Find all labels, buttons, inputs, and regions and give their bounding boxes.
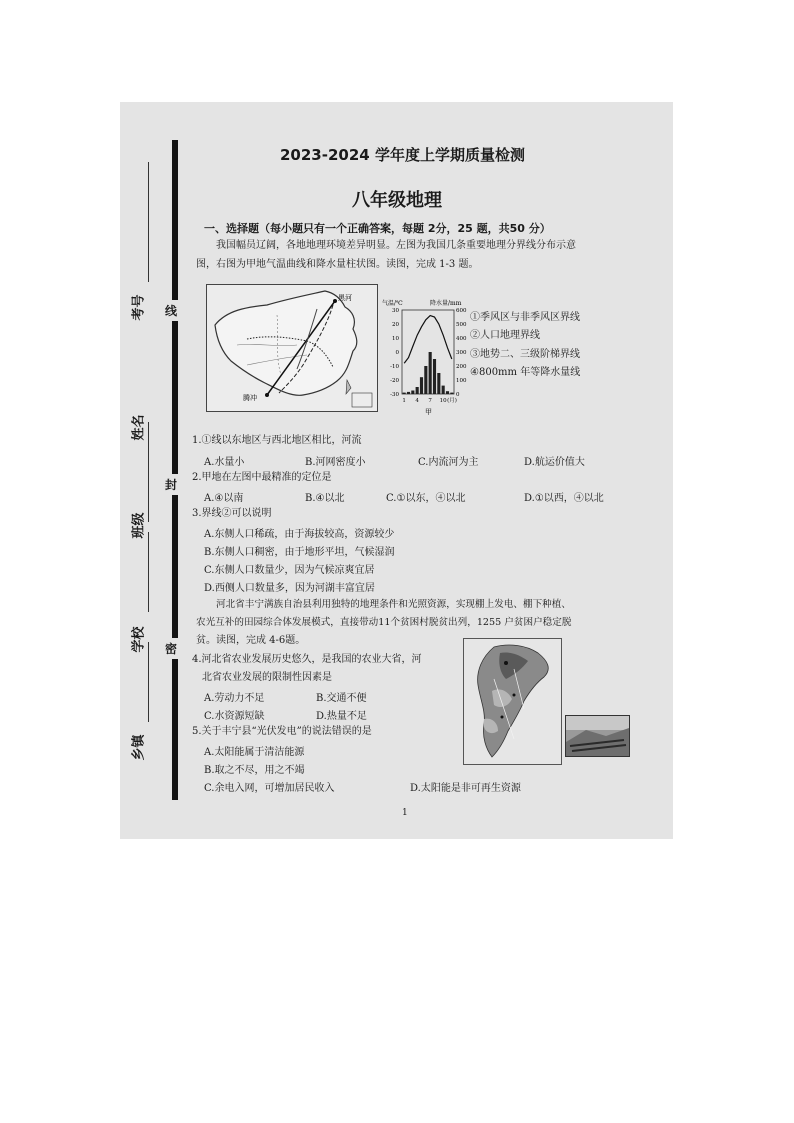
exam-subject: 八年级地理 — [352, 190, 442, 211]
q4-option-d[interactable]: D.热量不足 — [316, 711, 367, 722]
precip-bar-7 — [429, 352, 432, 394]
y-right-tick-label: 200 — [456, 364, 467, 370]
cut-mark-seal: 封 — [164, 474, 178, 495]
q5-option-b[interactable]: B.取之不尽，用之不竭 — [204, 765, 305, 776]
climate-chart — [382, 296, 474, 416]
section-heading: 一、选择题（每小题只有一个正确答案，每题 2分，25 题，共50 分） — [204, 222, 551, 235]
precip-bar-12 — [450, 393, 453, 394]
binding-line — [172, 140, 178, 800]
precip-bar-11 — [446, 391, 449, 394]
q5-option-d[interactable]: D.太阳能是非可再生资源 — [410, 783, 521, 794]
map-label-tengchong: 腾冲 — [243, 394, 257, 402]
legend-line-4: ④800mm 年等降水量线 — [470, 367, 581, 378]
y-left-tick-label: 30 — [392, 308, 399, 314]
q4-option-b[interactable]: B.交通不便 — [316, 693, 367, 704]
intro-line-2: 图，右图为甲地气温曲线和降水量柱状图。读图，完成 1-3 题。 — [196, 259, 479, 270]
q2-option-c[interactable]: C.①以东，④以北 — [386, 493, 466, 504]
question-3-stem: 3.界线②可以说明 — [192, 508, 272, 519]
cut-mark-secret: 密 — [164, 638, 178, 659]
q4-option-c[interactable]: C.水资源短缺 — [204, 711, 265, 722]
cut-mark-line: 线 — [164, 300, 178, 321]
x-tick-label: (月) — [447, 398, 457, 404]
q1-option-b[interactable]: B.河网密度小 — [305, 457, 366, 468]
y-left-tick-label: -20 — [390, 378, 399, 384]
x-tick-label: 7 — [428, 398, 432, 404]
q3-option-d[interactable]: D.西侧人口数量多，因为河湖丰富宜居 — [204, 583, 375, 594]
label-class: 班级 — [131, 512, 147, 539]
solar-greenhouse-photo — [565, 715, 630, 757]
q3-option-b[interactable]: B.东侧人口稠密，由于地形平坦，气候湿润 — [204, 547, 395, 558]
map-label-heihe: 黑河 — [338, 294, 352, 302]
q5-option-a[interactable]: A.太阳能属于清洁能源 — [204, 747, 305, 758]
intro-line-1: 我国幅员辽阔，各地地理环境差异明显。左图为我国几条重要地理分界线分布示意 — [216, 240, 576, 251]
y-left-tick-label: 10 — [392, 336, 399, 342]
y-right-tick-label: 500 — [456, 322, 467, 328]
exam-title: 2023-2024 学年度上学期质量检测 — [280, 146, 525, 164]
photo-graphic — [566, 716, 629, 756]
climate-plot-area — [402, 310, 454, 394]
china-map-graphic — [207, 285, 377, 411]
side-rule — [148, 642, 149, 722]
precip-bar-1 — [403, 393, 406, 394]
legend-line-3: ③地势二、三级阶梯界线 — [470, 349, 580, 360]
label-school: 学校 — [131, 626, 147, 653]
q1-option-d[interactable]: D.航运价值大 — [524, 457, 585, 468]
climate-chart-svg — [382, 296, 474, 416]
precip-bar-3 — [411, 391, 414, 395]
precip-bar-5 — [420, 377, 423, 394]
precip-bar-9 — [437, 373, 440, 394]
x-tick-label: 10 — [439, 398, 447, 404]
y-left-tick-label: -10 — [390, 364, 399, 370]
precip-bar-4 — [416, 387, 419, 394]
passage2-line-3: 贫。读图，完成 4-6题。 — [196, 635, 306, 646]
precip-bar-6 — [424, 366, 427, 394]
q2-option-b[interactable]: B.④以北 — [305, 493, 345, 504]
q2-option-d[interactable]: D.①以西，④以北 — [524, 493, 604, 504]
legend-line-1: ①季风区与非季风区界线 — [470, 312, 580, 323]
y-right-tick-label: 0 — [456, 392, 460, 398]
side-rule — [148, 532, 149, 612]
q1-option-a[interactable]: A.水量小 — [204, 457, 245, 468]
label-exam-number: 考号 — [131, 294, 147, 321]
label-township: 乡镇 — [131, 734, 147, 761]
side-rule — [148, 162, 149, 282]
q5-option-c[interactable]: C.余电入网，可增加居民收入 — [204, 783, 335, 794]
precip-bar-10 — [442, 386, 445, 394]
climate-station-label: 甲 — [425, 408, 432, 416]
y-right-tick-label: 300 — [456, 350, 467, 356]
page-number: 1 — [402, 808, 408, 818]
q2-option-a[interactable]: A.④以南 — [204, 493, 244, 504]
legend-line-2: ②人口地理界线 — [470, 330, 540, 341]
climate-temp-label: 气温/℃ — [382, 300, 403, 307]
hebei-map — [463, 638, 562, 765]
temperature-curve — [404, 316, 452, 364]
y-right-tick-label: 600 — [456, 308, 467, 314]
passage2-line-2: 农光互补的田园综合体发展模式，直接带动11个贫困村脱贫出列，1255 户贫困户稳定脱 — [196, 617, 572, 628]
y-right-tick-label: 400 — [456, 336, 467, 342]
question-4-stem-1: 4.河北省农业发展历史悠久，是我国的农业大省，河 — [192, 654, 422, 665]
passage2-line-1: 河北省丰宁满族自治县利用独特的地理条件和光照资源，实现棚上发电、棚下种植、 — [216, 599, 571, 610]
exam-sheet — [120, 102, 673, 839]
precip-bar-8 — [433, 359, 436, 394]
x-tick-label: 4 — [415, 398, 419, 404]
side-rule — [148, 422, 149, 522]
precip-bar-2 — [407, 392, 410, 394]
q4-option-a[interactable]: A.劳动力不足 — [204, 693, 265, 704]
question-2-stem: 2.甲地在左图中最精准的定位是 — [192, 472, 332, 483]
q1-option-c[interactable]: C.内流河为主 — [418, 457, 479, 468]
y-left-tick-label: -30 — [390, 392, 399, 398]
y-left-tick-label: 0 — [395, 350, 399, 356]
china-map — [206, 284, 378, 412]
y-left-tick-label: 20 — [392, 322, 399, 328]
x-tick-label: 1 — [402, 398, 406, 404]
climate-precip-label: 降水量/mm — [430, 300, 462, 307]
q3-option-a[interactable]: A.东侧人口稀疏，由于海拔较高，资源较少 — [204, 529, 395, 540]
question-4-stem-2: 北省农业发展的限制性因素是 — [202, 672, 332, 683]
q3-option-c[interactable]: C.东侧人口数量少，因为气候凉爽宜居 — [204, 565, 375, 576]
question-5-stem: 5.关于丰宁县“光伏发电”的说法错误的是 — [192, 726, 372, 737]
question-1-stem: 1.①线以东地区与西北地区相比，河流 — [192, 435, 362, 446]
hebei-map-graphic — [464, 639, 561, 764]
y-right-tick-label: 100 — [456, 378, 467, 384]
label-name: 姓名 — [131, 414, 147, 441]
